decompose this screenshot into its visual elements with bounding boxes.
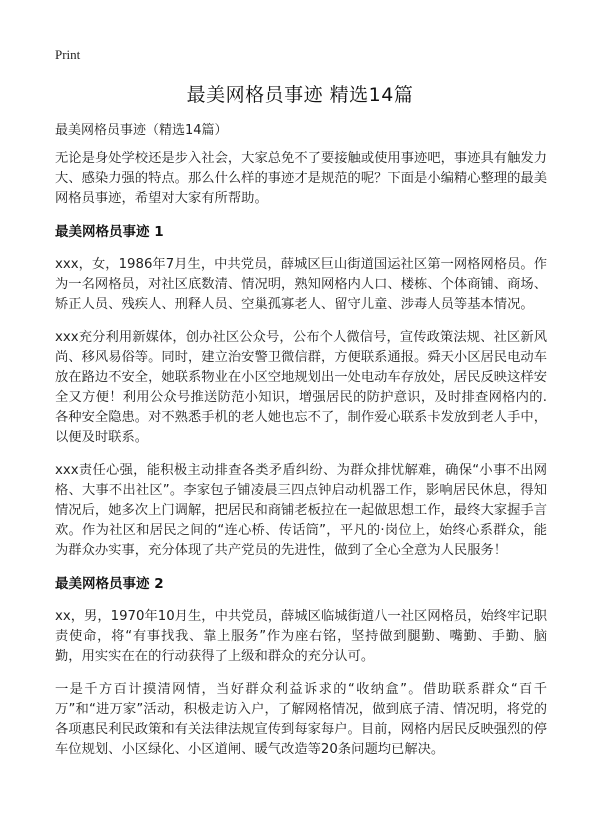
intro-paragraph: 无论是身处学校还是步入社会，大家总免不了要接触或使用事迹吧，事迹具有触发力大、感染力强的特点。那么什么样的事迹才是规范的呢？下面是小编精心整理的最美网格员事迹，希望对大家有所帮助。 — [55, 151, 547, 206]
document-subtitle: 最美网格员事迹（精选14篇） — [55, 123, 228, 138]
section-heading-2: 最美网格员事迹 2 — [55, 576, 164, 592]
print-label: Print — [55, 47, 81, 62]
section-1-paragraph-2: xxx充分利用新媒体，创办社区公众号，公布个人微信号，宣传政策法规、社区新风尚、移风易俗等。同时，建立治安警卫微信群，方便联系通报。舜天小区居民电动车放在路边不安全，她联系物业在小区空地规划出一处电动车存放处，居民反映这样安全又方便！利用公众号推送防范小知识，增强居民的防护意识，及时排查网格内的.各种安全隐患。对不熟悉手机的老人她也忘不了，制作爱心联系卡发放到老人手中，以便及时联系。 — [55, 330, 547, 445]
section-1-paragraph-3: xxx责任心强，能积极主动排查各类矛盾纠纷、为群众排忧解难，确保“小事不出网格、大事不出社区”。李家包子铺凌晨三四点钟启动机器工作，影响居民休息，得知情况后，她多次上门调解，把居民和商铺老板拉在一起做思想工作，最终大家握手言欢。作为社区和居民之间的“连心桥、传话筒”，平凡的·岗位上，始终心系群众，能为群众办实事，充分体现了共产党员的先进性，做到了全心全意为人民服务！ — [55, 463, 547, 558]
section-2-paragraph-1: xx，男，1970年10月生，中共党员，薛城区临城街道八一社区网格员，始终牢记职责使命，将“有事找我、靠上服务”作为座右铭，坚持做到腿勤、嘴勤、手勤、脑勤，用实实在在的行动获得了上级和群众的充分认可。 — [55, 609, 547, 664]
section-1-paragraph-1: xxx，女，1986年7月生，中共党员，薛城区巨山街道国运社区第一网格网格员。作为一名网格员，对社区底数清、情况明，熟知网格内人口、楼栋、个体商铺、商场、矫正人员、残疾人、刑释人员、空巢孤寡老人、留守儿童、涉毒人员等基本情况。 — [55, 257, 547, 312]
document-body — [55, 149, 547, 773]
page-title: 最美网格员事迹 精选14篇 — [186, 84, 414, 106]
section-2-paragraph-2: 一是千方百计摸清网情，当好群众利益诉求的“收纳盒”。借助联系群众“百千万”和“进万家”活动，积极走访入户，了解网格情况，做到底子清、情况明，将党的各项惠民利民政策和有关法律法规宣传到每家每户。目前，网格内居民反映强烈的停车位规划、小区绿化、小区道闸、暖气改造等20条问题均已解决。 — [55, 682, 547, 757]
section-heading-1: 最美网格员事迹 1 — [55, 224, 164, 240]
